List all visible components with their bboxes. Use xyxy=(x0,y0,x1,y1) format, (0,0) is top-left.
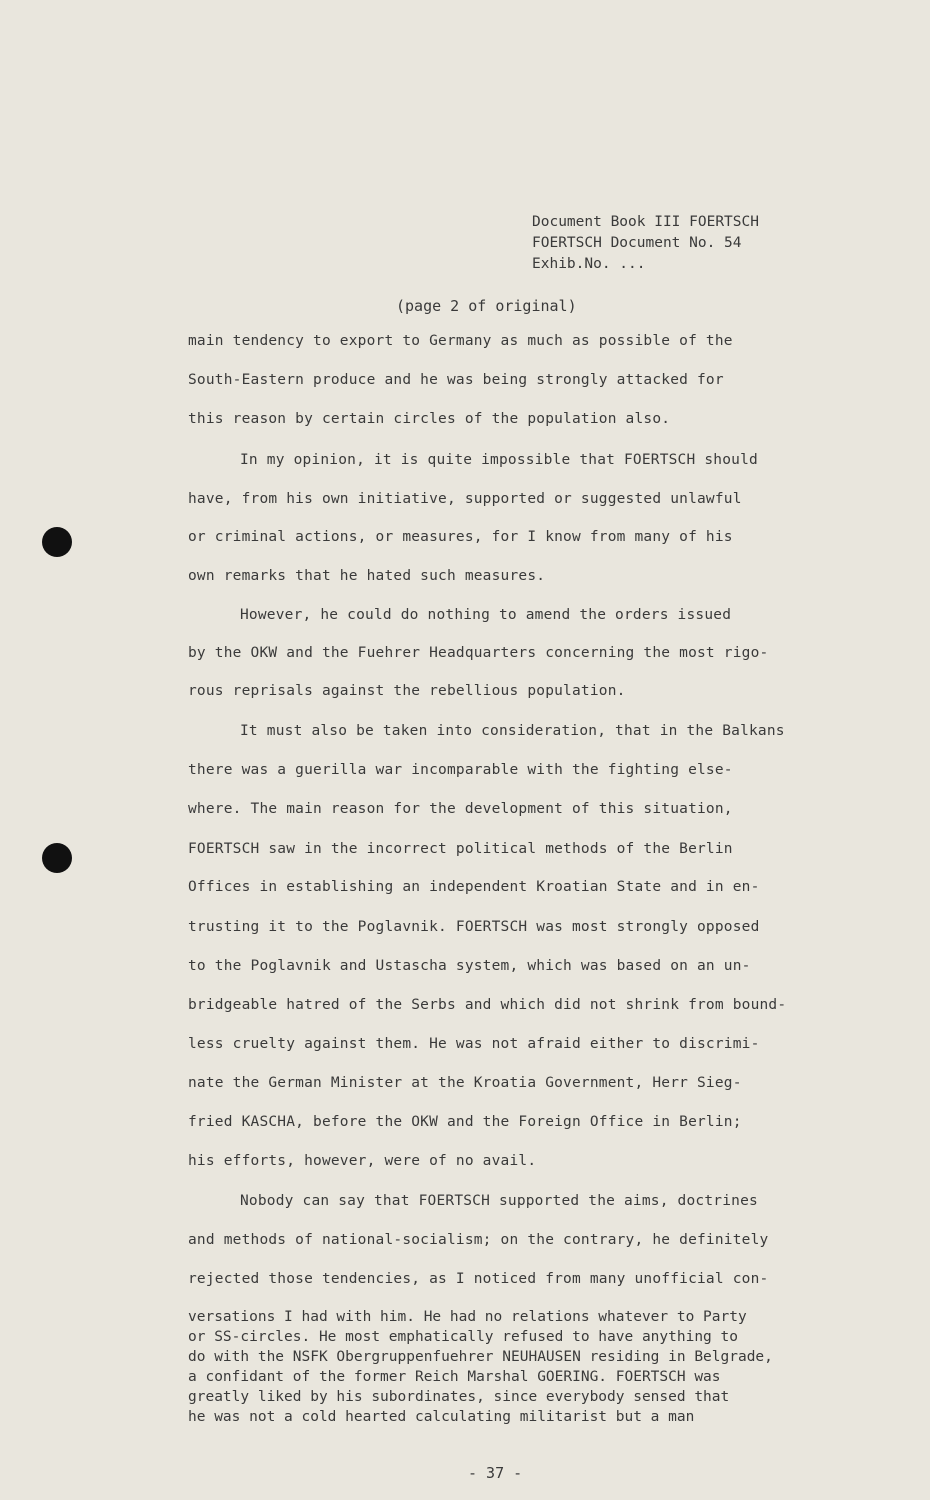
text-line: rejected those tendencies, as I noticed from many unofficial con- xyxy=(188,1271,769,1287)
text-line: a confidant of the former Reich Marshal GOERING. FOERTSCH was xyxy=(188,1369,721,1385)
text-line: bridgeable hatred of the Serbs and which did not shrink from bound- xyxy=(188,997,787,1013)
header-line-exhibit: Exhib.No. ... xyxy=(532,256,646,272)
text-line: or criminal actions, or measures, for I know from many of his xyxy=(188,529,733,545)
text-line: versations I had with him. He had no relations whatever to Party xyxy=(188,1309,747,1325)
text-line: or SS-circles. He most emphatically refused to have anything to xyxy=(188,1329,738,1345)
text-line: South-Eastern produce and he was being strongly attacked for xyxy=(188,372,724,388)
text-line: and methods of national-socialism; on the contrary, he definitely xyxy=(188,1232,769,1248)
document-header xyxy=(532,212,759,275)
text-line: FOERTSCH saw in the incorrect political methods of the Berlin xyxy=(188,841,733,857)
text-line: However, he could do nothing to amend the orders issued xyxy=(240,607,732,623)
text-line: fried KASCHA, before the OKW and the Foreign Office in Berlin; xyxy=(188,1114,742,1130)
text-line: main tendency to export to Germany as much as possible of the xyxy=(188,333,733,349)
text-line: nate the German Minister at the Kroatia Government, Herr Sieg- xyxy=(188,1075,742,1091)
text-line: he was not a cold hearted calculating militarist but a man xyxy=(188,1409,695,1425)
text-line: own remarks that he hated such measures. xyxy=(188,568,546,584)
header-line-book: Document Book III FOERTSCH xyxy=(532,214,759,230)
page-of-original-note: (page 2 of original) xyxy=(396,297,577,315)
header-line-document-number: FOERTSCH Document No. 54 xyxy=(532,235,742,251)
text-line: this reason by certain circles of the population also. xyxy=(188,411,671,427)
text-line: trusting it to the Poglavnik. FOERTSCH was most strongly opposed xyxy=(188,919,760,935)
text-line: less cruelty against them. He was not afraid either to discrimi- xyxy=(188,1036,760,1052)
text-line: It must also be taken into consideration, that in the Balkans xyxy=(240,723,785,739)
text-line: In my opinion, it is quite impossible that FOERTSCH should xyxy=(240,452,758,468)
punch-hole xyxy=(42,843,72,873)
text-line: greatly liked by his subordinates, since everybody sensed that xyxy=(188,1389,730,1405)
text-line: by the OKW and the Fuehrer Headquarters concerning the most rigo- xyxy=(188,645,769,661)
text-line: Nobody can say that FOERTSCH supported the aims, doctrines xyxy=(240,1193,758,1209)
text-line: there was a guerilla war incomparable with the fighting else- xyxy=(188,762,733,778)
text-line: do with the NSFK Obergruppenfuehrer NEUHAUSEN residing in Belgrade, xyxy=(188,1349,773,1365)
text-line: to the Poglavnik and Ustascha system, which was based on an un- xyxy=(188,958,751,974)
text-line: rous reprisals against the rebellious population. xyxy=(188,683,626,699)
text-line: Offices in establishing an independent Kroatian State and in en- xyxy=(188,879,760,895)
punch-hole xyxy=(42,527,72,557)
text-line: have, from his own initiative, supported or suggested unlawful xyxy=(188,491,742,507)
text-line: where. The main reason for the development of this situation, xyxy=(188,801,733,817)
text-line: his efforts, however, were of no avail. xyxy=(188,1153,537,1169)
page-number: - 37 - xyxy=(468,1464,523,1482)
